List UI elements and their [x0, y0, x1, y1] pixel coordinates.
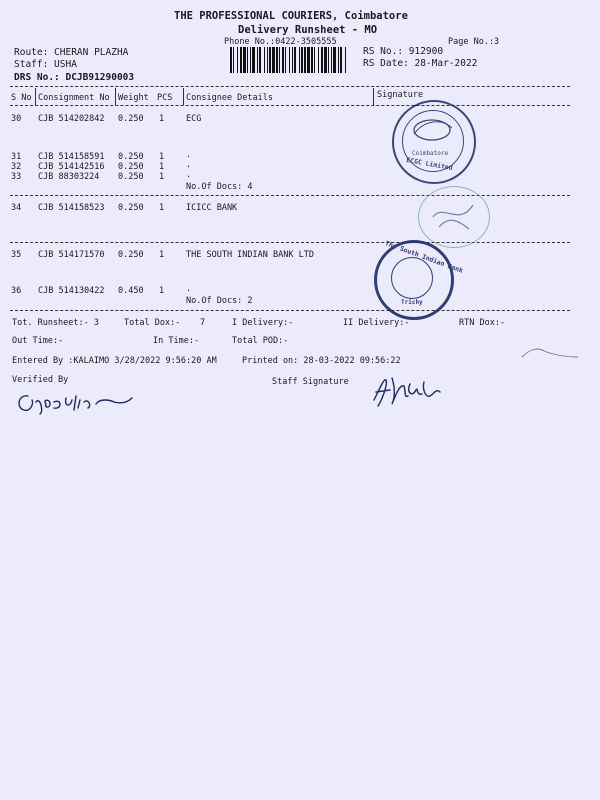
column-divider [183, 88, 184, 105]
stamp-bank-name: The South Indian Bank [384, 239, 465, 275]
teal-stamp [418, 186, 490, 248]
page-number: Page No.:3 [448, 37, 500, 47]
barcode-icon [230, 47, 350, 73]
row-pcs: 1 [159, 152, 165, 162]
stamp-city: Coimbatore [412, 150, 449, 157]
row-details: ECG [186, 114, 202, 124]
row-details: . [186, 284, 192, 294]
row-sno: 30 [11, 114, 22, 124]
row-sno: 33 [11, 172, 22, 182]
i-delivery-label: I Delivery:- [232, 318, 294, 328]
staff-signature-icon [366, 370, 446, 410]
row-weight: 0.250 [118, 114, 144, 124]
row-weight: 0.250 [118, 172, 144, 182]
row-consignment: CJB 514158591 [38, 152, 105, 162]
row-pcs: 1 [159, 250, 165, 260]
rtn-dox-label: RTN Dox:- [459, 318, 506, 328]
table-header-rule [10, 105, 570, 106]
row-details: . [186, 150, 192, 160]
docs-count-note: No.Of Docs: 4 [186, 182, 253, 192]
row-weight: 0.450 [118, 286, 144, 296]
row-pcs: 1 [159, 162, 165, 172]
stamp-company: ECGC Limited [405, 155, 454, 173]
group-rule [10, 242, 570, 243]
row-consignment: CJB 514142516 [38, 162, 105, 172]
column-header-consignment: Consignment No [38, 93, 110, 103]
table-top-rule [10, 86, 570, 87]
row-consignment: CJB 514171570 [38, 250, 105, 260]
column-divider [35, 88, 36, 105]
ii-delivery-label: II Delivery:- [343, 318, 410, 328]
bank-stamp [374, 239, 465, 320]
row-pcs: 1 [159, 114, 165, 124]
column-header-pcs: PCS [157, 93, 173, 103]
row-pcs: 1 [159, 172, 165, 182]
row-weight: 0.250 [118, 203, 144, 213]
in-time-label: In Time:- [153, 336, 200, 346]
row-consignment: CJB 514130422 [38, 286, 105, 296]
table-bottom-rule [10, 310, 570, 311]
company-name: THE PROFESSIONAL COURIERS, Coimbatore [174, 10, 408, 22]
row-details: . [186, 170, 192, 180]
row-details: . [186, 160, 192, 170]
row-weight: 0.250 [118, 152, 144, 162]
teal-signature-icon [429, 197, 479, 237]
drs-number: DRS No.: DCJB91290003 [14, 72, 135, 83]
rs-date: RS Date: 28-Mar-2022 [363, 58, 478, 69]
rs-number: RS No.: 912900 [363, 46, 444, 57]
printed-on: Printed on: 28-03-2022 09:56:22 [242, 356, 401, 366]
stamp-bank-city: Trichy [401, 299, 423, 306]
total-dox-label: Total Dox:- [124, 318, 181, 328]
row-pcs: 1 [159, 286, 165, 296]
group-rule [10, 195, 570, 196]
ecgc-stamp [392, 100, 476, 184]
verifier-signature-icon [14, 386, 144, 420]
staff-label: Staff: USHA [14, 59, 77, 70]
total-dox-value: 7 [200, 318, 206, 328]
column-header-sno: S No [11, 93, 32, 103]
docs-count-note: No.Of Docs: 2 [186, 296, 253, 306]
entered-by: Entered By :KALAIMO 3/28/2022 9:56:20 AM [12, 356, 217, 366]
row-sno: 36 [11, 286, 22, 296]
row-details: ICICC BANK [186, 203, 238, 213]
staff-signature-label: Staff Signature [272, 377, 349, 387]
total-pod-label: Total POD:- [232, 336, 289, 346]
column-divider [373, 88, 374, 105]
out-time-label: Out Time:- [12, 336, 64, 346]
row-sno: 35 [11, 250, 22, 260]
row-pcs: 1 [159, 203, 165, 213]
row-weight: 0.250 [118, 250, 144, 260]
row-consignment: CJB 88303224 [38, 172, 100, 182]
column-header-consignee: Consignee Details [186, 93, 273, 103]
column-header-signature: Signature [377, 90, 424, 100]
stamp-signature-icon [408, 112, 458, 146]
row-consignment: CJB 514158523 [38, 203, 105, 213]
phone-number: Phone No.:0422-3505555 [224, 37, 337, 47]
pencil-mark-icon [520, 345, 580, 363]
route-label: Route: CHERAN PLAZHA [14, 47, 129, 58]
row-sno: 34 [11, 203, 22, 213]
column-divider [115, 88, 116, 105]
row-sno: 32 [11, 162, 22, 172]
row-consignment: CJB 514202842 [38, 114, 105, 124]
total-runsheet: Tot. Runsheet:- 3 [12, 318, 99, 328]
row-weight: 0.250 [118, 162, 144, 172]
row-details: THE SOUTH INDIAN BANK LTD [186, 250, 314, 260]
document-title: Delivery Runsheet - MO [238, 24, 378, 36]
row-sno: 31 [11, 152, 22, 162]
column-header-weight: Weight [118, 93, 149, 103]
verified-by-label: Verified By [12, 375, 69, 385]
